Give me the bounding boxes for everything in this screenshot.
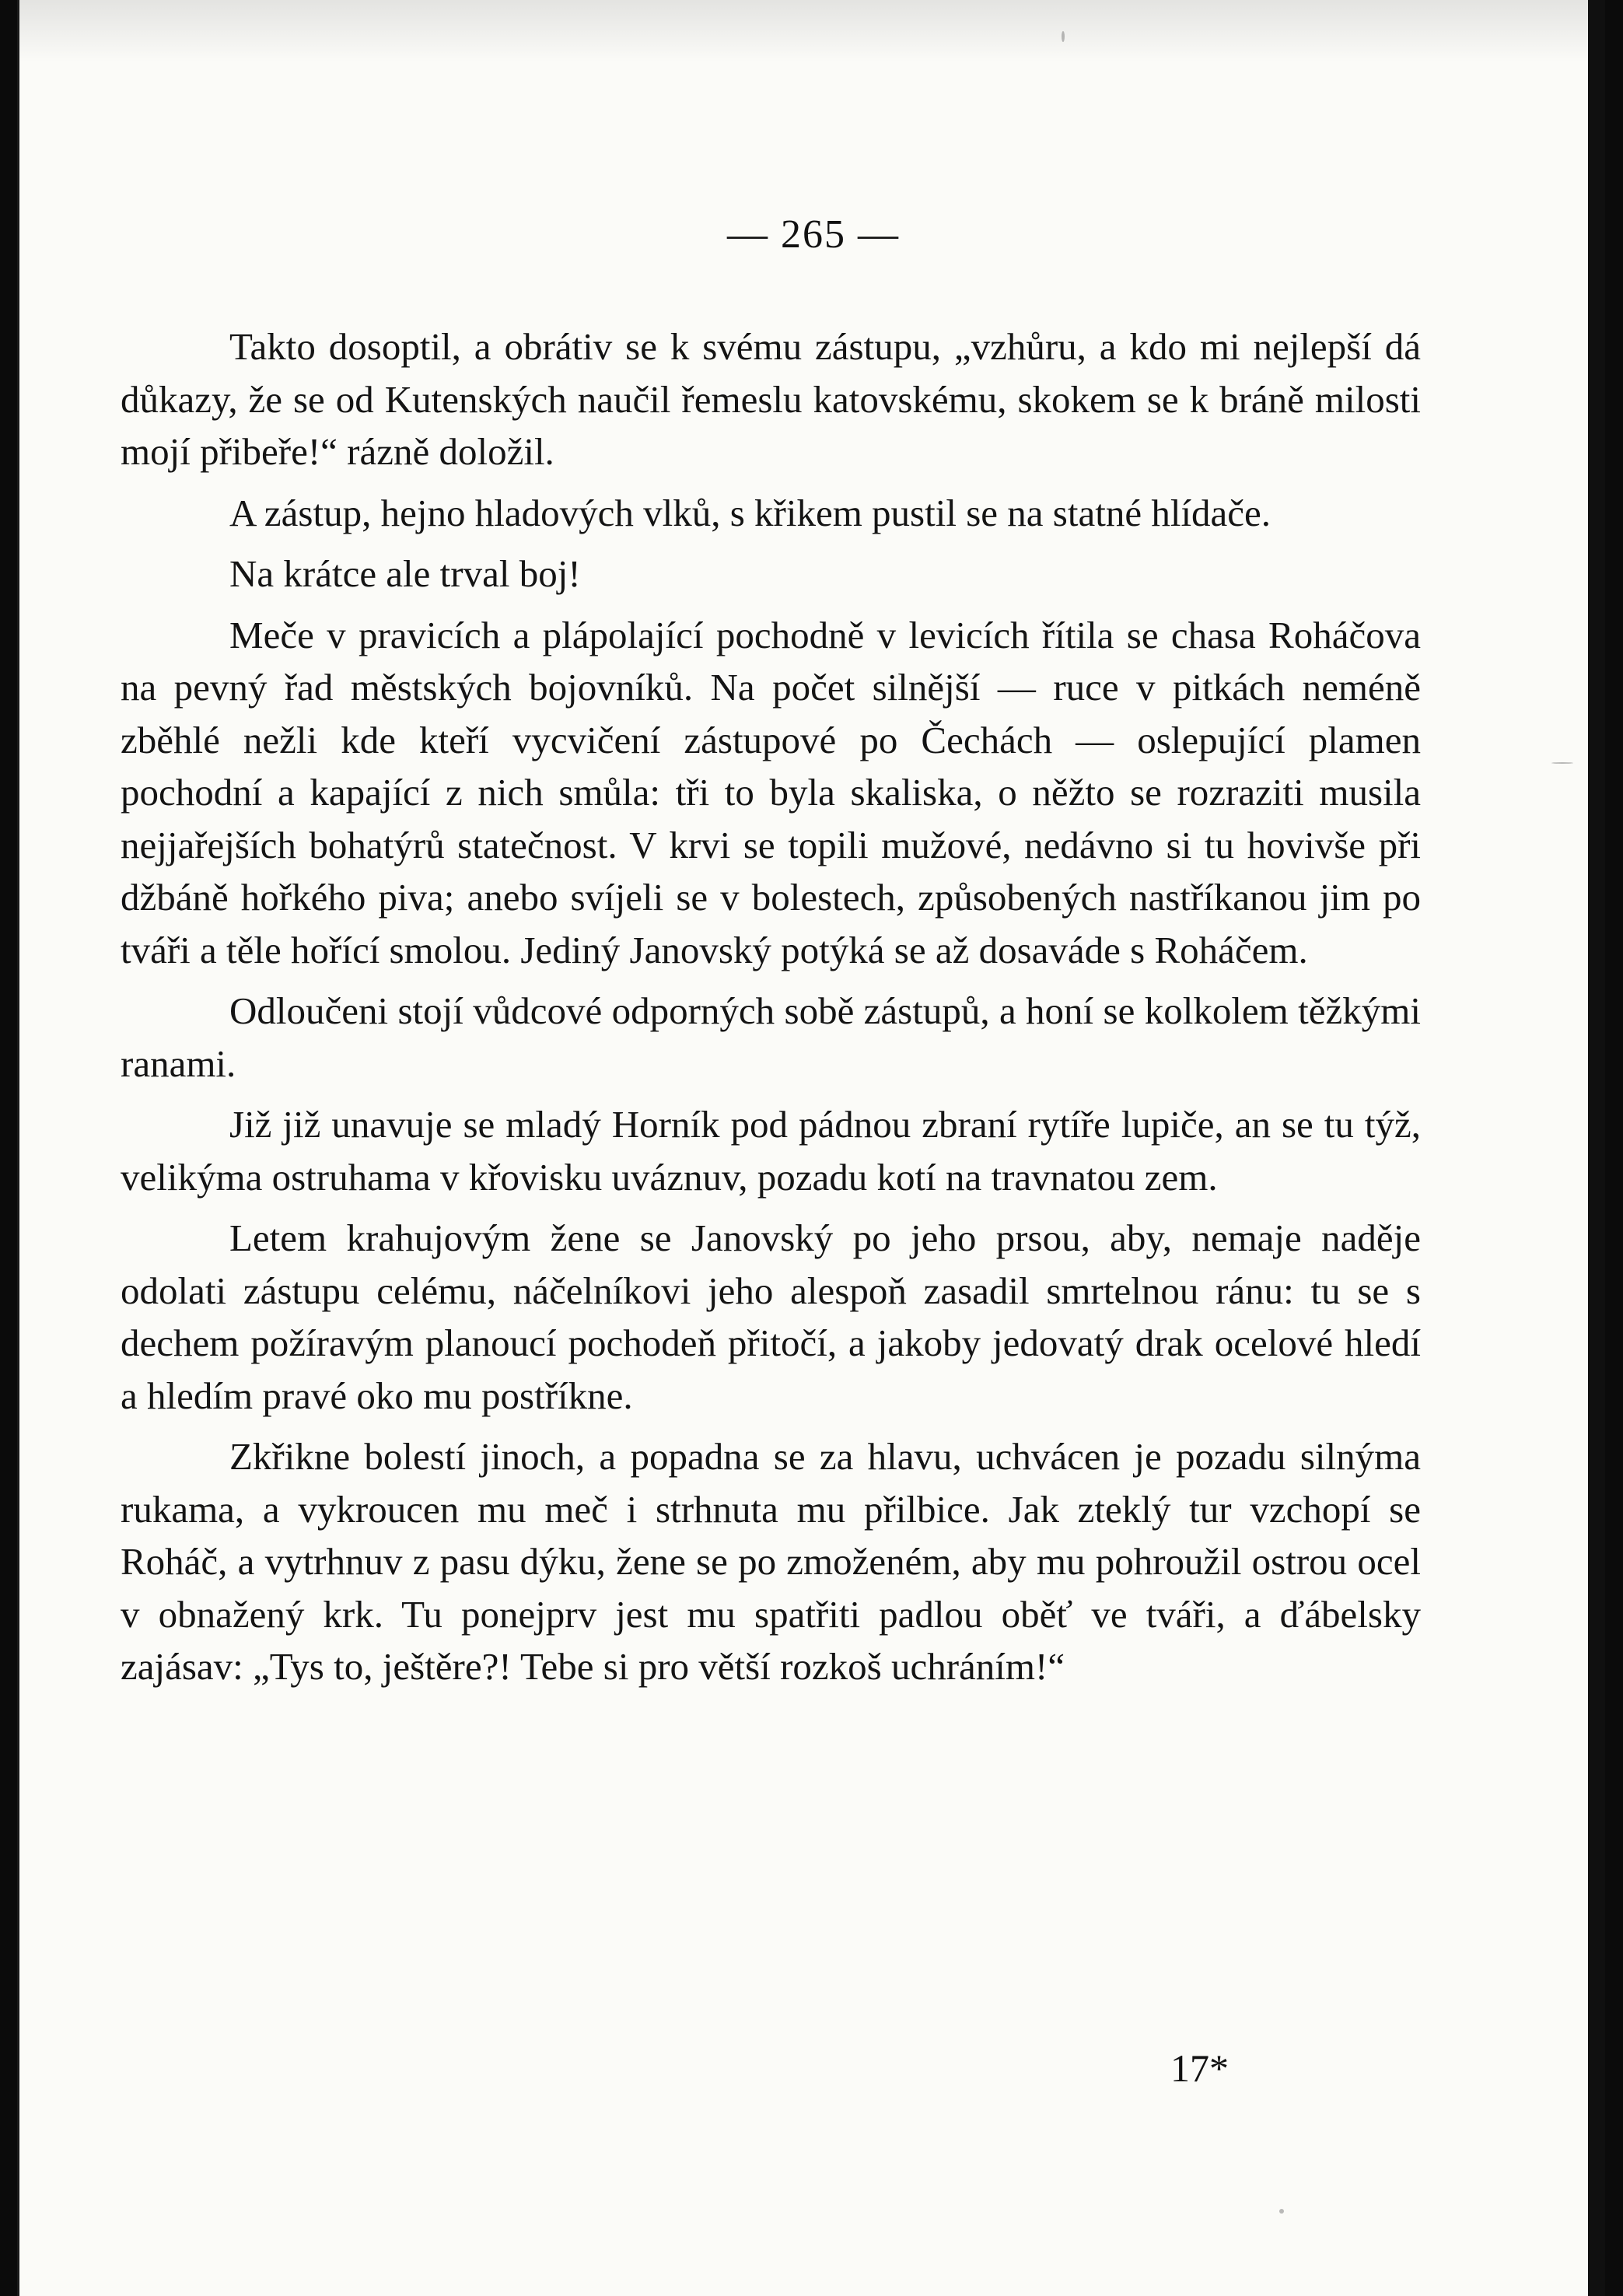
paragraph: Na krátce ale trval boj! <box>229 552 581 595</box>
body-text <box>121 320 1421 1702</box>
paragraph: Meče v pravicích a plápolající pochodně v levicích řítila se chasa Roháčova na pevný řad městských bojovníků. Na počet silnější — ruce v pitkách neméně zběhlé nežli kde kteří vycvičení zástupové po Čechách — oslepující plamen pochodní a kapající z nich smůla: tři to byla skaliska, o něžto se rozraziti musila nejjařejších bohatýrů statečnost. V krvi se topili mužové, nedávno si tu hovivše při džbáně hořkého piva; anebo svíjeli se v bolestech, způsobených nastříkanou jim po tváři a těle hořící smolou. Jediný Janovský potýká se až dosaváde s Roháčem. <box>121 613 1421 971</box>
signature-mark: 17* <box>1170 2046 1229 2090</box>
scan-shadow-top <box>19 0 1605 62</box>
paragraph: Již již unavuje se mladý Horník pod pádnou zbraní rytíře lupiče, an se tu týž, velikýma ostruhama v křovisku uváznuv, pozadu kotí na travnatou zem. <box>121 1103 1421 1199</box>
paragraph: Letem krahujovým žene se Janovský po jeho prsou, aby, nemaje naděje odolati zástupu celému, náčelníkovi jeho alespoň zasadil smrtelnou ránu: tu se s dechem požíravým planoucí pochodeň přitočí, a jakoby jedovatý drak ocelové hledí a hledím pravé oko mu postříkne. <box>121 1216 1421 1417</box>
scan-speck <box>1279 2209 1284 2214</box>
scan-speck <box>1551 762 1573 764</box>
scan-speck <box>1062 31 1065 42</box>
paragraph: A zástup, hejno hladových vlků, s křikem pustil se na statné hlídače. <box>229 491 1271 534</box>
book-page <box>17 0 1605 2296</box>
paragraph: Takto dosoptil, a obrátiv se k svému zástupu, „vzhůru, a kdo mi nejlepší dá důkazy, že se od Kutenských naučil řemeslu katovskému, skokem se k bráně milosti mojí přibeře!“ rázně doložil. <box>121 325 1421 473</box>
scan-border-right <box>1588 0 1605 2296</box>
paragraph: Zkřikne bolestí jinoch, a popadna se za hlavu, uchvácen je pozadu silnýma rukama, a vykroucen mu meč i strhnuta mu přilbice. Jak zteklý tur vzchopí se Roháč, a vytrhnuv z pasu dýku, žene se po zmoženém, aby mu pohroužil ostrou ocel v obnažený krk. Tu ponejprv jest mu spatřiti padlou oběť ve tváři, a ďábelsky zajásav: „Tys to, ještěre?! Tebe si pro větší rozkoš uchráním!“ <box>121 1435 1421 1688</box>
page-number: — 265 — <box>727 212 900 257</box>
paragraph: Odloučeni stojí vůdcové odporných sobě zástupů, a honí se kolkolem těžkými ranami. <box>121 989 1421 1085</box>
